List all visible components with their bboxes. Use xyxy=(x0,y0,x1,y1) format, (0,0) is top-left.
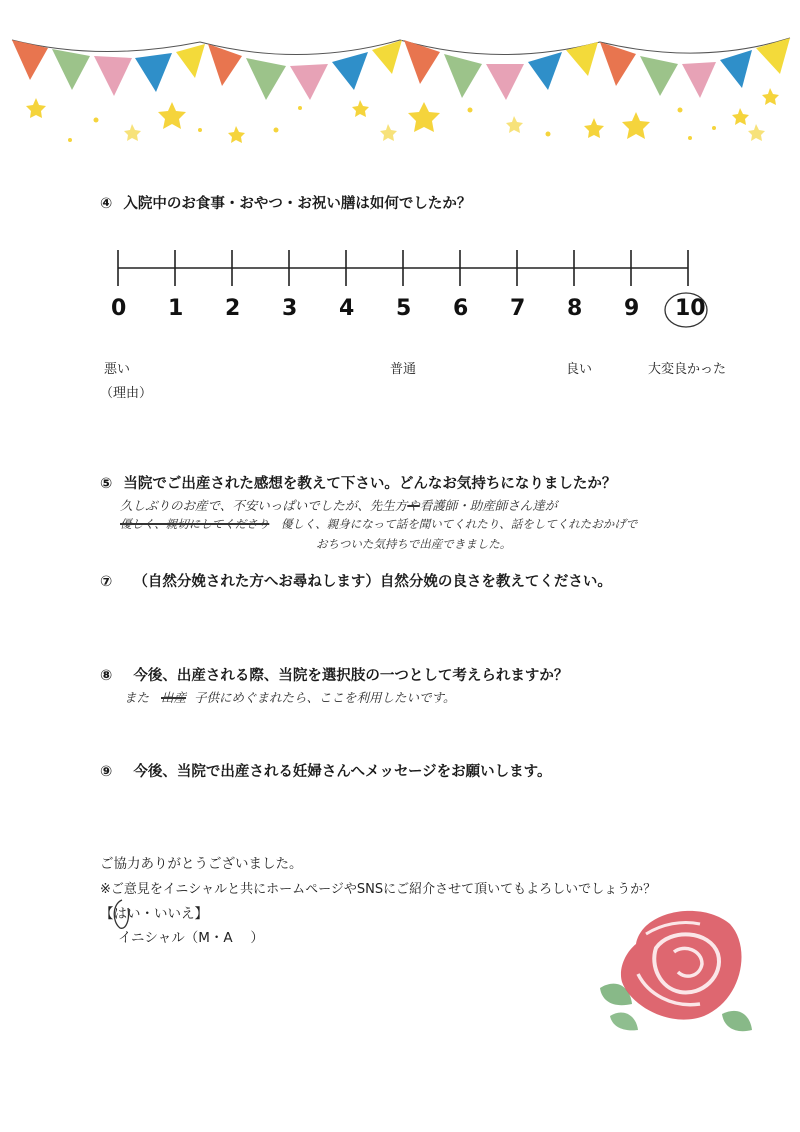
question-5 xyxy=(100,472,616,493)
question-5-number: ⑤ xyxy=(100,476,113,492)
q5-answer-line1 xyxy=(120,496,557,514)
label-good: 良い xyxy=(566,362,593,377)
scale-tick-label: 5 xyxy=(396,296,412,321)
scale-tick-label: 7 xyxy=(510,296,526,321)
q5-answer-line2 xyxy=(120,516,637,532)
initial-field: イニシャル（M・A ） xyxy=(118,930,264,946)
question-8 xyxy=(100,664,568,685)
scale-tick-label: 6 xyxy=(453,296,469,321)
question-4-text: 入院中のお食事・おやつ・お祝い膳は如何でしたか？ xyxy=(123,196,472,212)
q8-answer xyxy=(124,688,456,706)
q5-answer-text: 優しく、親身になって話を聞いてくれたり、話をしてくれたおかげで xyxy=(280,517,638,531)
question-4 xyxy=(100,192,471,213)
scale-tick-label: 3 xyxy=(282,296,298,321)
label-normal: 普通 xyxy=(390,362,417,377)
q5-answer-text: おちついた気持ちで出産できました。 xyxy=(316,537,512,551)
question-9-text: 今後、当院で出産される妊婦さんへメッセージをお願いします。 xyxy=(133,764,552,780)
q5-strikethrough: 優しく、親切にしてくださり xyxy=(120,517,270,531)
question-7-text: （自然分娩された方へお尋ねします）自然分娩の良さを教えてください。 xyxy=(133,574,612,590)
q5-answer-text: 久しぶりのお産で、不安いっぱいでしたが、先生方 xyxy=(120,498,408,513)
label-bad: 悪い xyxy=(104,362,131,377)
question-7-number: ⑦ xyxy=(100,574,113,590)
scale-tick-label: 8 xyxy=(567,296,583,321)
star-decorations xyxy=(26,88,779,143)
scale-tick-label: 1 xyxy=(168,296,184,321)
question-8-number: ⑧ xyxy=(100,668,113,684)
question-9-number: ⑨ xyxy=(100,764,113,780)
question-8-text: 今後、出産される際、当院を選択肢の一つとして考えられますか？ xyxy=(133,668,569,684)
q5-answer-text: 看護師・助産師さん達が xyxy=(419,498,558,513)
thanks-text: ご協力ありがとうございました。 xyxy=(100,856,303,872)
bunting-flags xyxy=(12,38,790,100)
q8-answer-text: 子供にめぐまれたら、ここを利用したいです。 xyxy=(194,690,456,705)
q5-strikethrough: や xyxy=(407,498,420,513)
q5-answer-line3 xyxy=(316,536,511,552)
question-4-number: ④ xyxy=(100,196,113,212)
question-5-text: 当院でご出産された感想を教えて下さい。どんなお気持ちになりましたか？ xyxy=(123,476,617,492)
scale-tick-label: 2 xyxy=(225,296,241,321)
scale-tick-label: 0 xyxy=(111,296,127,321)
q8-answer-text: また xyxy=(124,690,150,705)
reason-label: （理由） xyxy=(100,386,153,401)
question-9 xyxy=(100,760,552,781)
scale-tick-label: 10 xyxy=(675,296,706,321)
consent-options-text: 【はい・いいえ】 xyxy=(100,906,208,922)
rose-flower xyxy=(621,911,742,1020)
bunting-banner xyxy=(0,0,800,165)
scale-tick-label: 9 xyxy=(624,296,640,321)
rose-illustration xyxy=(592,904,762,1044)
question-7 xyxy=(100,570,612,591)
rating-scale xyxy=(100,240,720,340)
consent-question: ※ご意見をイニシャルと共にホームページやSNSにご紹介させて頂いてもよろしいでしょうか？ xyxy=(100,882,657,897)
label-very-good: 大変良かった xyxy=(648,362,727,377)
scale-tick-label: 4 xyxy=(339,296,355,321)
q8-strikethrough: 出産 xyxy=(161,690,187,705)
